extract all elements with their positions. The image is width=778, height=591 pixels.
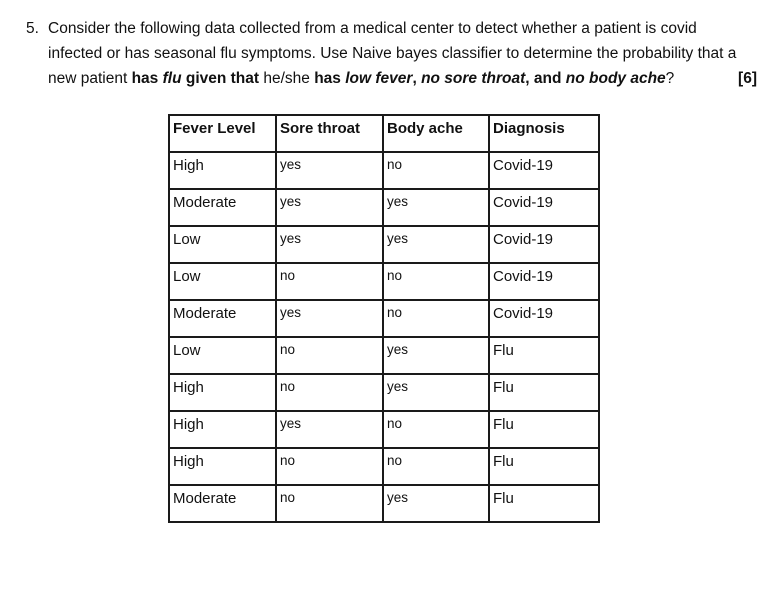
table-row xyxy=(169,226,599,263)
question-line-2: infected or has seasonal flu symptoms. Use Naive bayes classifier to determine the probability that a xyxy=(48,45,737,62)
table-cell: no xyxy=(276,485,383,522)
question-line-3 xyxy=(48,66,761,91)
table-row xyxy=(169,152,599,189)
table-cell: no xyxy=(383,152,489,189)
table-cell: Covid-19 xyxy=(489,226,599,263)
line3-prefix: new patient xyxy=(48,70,132,87)
table-row xyxy=(169,485,599,522)
header-sore-throat: Sore throat xyxy=(276,115,383,152)
table-row xyxy=(169,263,599,300)
table-cell: Flu xyxy=(489,337,599,374)
table-cell: High xyxy=(169,411,276,448)
table-cell: Covid-19 xyxy=(489,263,599,300)
header-diagnosis: Diagnosis xyxy=(489,115,599,152)
table-cell: Low xyxy=(169,226,276,263)
table-cell: yes xyxy=(276,411,383,448)
no-body-ache-text: no body ache xyxy=(565,70,666,87)
table-cell: Low xyxy=(169,263,276,300)
comma-1: , xyxy=(412,70,422,87)
no-sore-throat-text: no sore throat xyxy=(421,70,526,87)
question-block xyxy=(26,16,761,91)
table-row xyxy=(169,411,599,448)
header-fever-level: Fever Level xyxy=(169,115,276,152)
table-cell: Covid-19 xyxy=(489,152,599,189)
table-cell: no xyxy=(383,411,489,448)
table-row xyxy=(169,448,599,485)
table-cell: yes xyxy=(383,337,489,374)
table-cell: Flu xyxy=(489,448,599,485)
table-cell: yes xyxy=(383,374,489,411)
table-cell: yes xyxy=(276,300,383,337)
low-fever-text: low fever xyxy=(345,70,413,87)
table-cell: no xyxy=(383,263,489,300)
table-cell: Flu xyxy=(489,485,599,522)
table-body xyxy=(169,152,599,522)
marks-label: [6] xyxy=(738,70,757,87)
and-text: and xyxy=(533,70,566,87)
comma-2: , xyxy=(525,70,534,87)
table-cell: Moderate xyxy=(169,485,276,522)
table-cell: Moderate xyxy=(169,189,276,226)
table-cell: Covid-19 xyxy=(489,300,599,337)
table-cell: no xyxy=(383,448,489,485)
flu-text: flu xyxy=(162,70,182,87)
table-cell: Flu xyxy=(489,411,599,448)
has-text-2: has xyxy=(314,70,346,87)
table-cell: no xyxy=(276,448,383,485)
question-line-1: Consider the following data collected from a medical center to detect whether a patient is covid xyxy=(48,20,697,37)
question-mark: ? xyxy=(665,70,675,87)
table-cell: no xyxy=(276,263,383,300)
table-row xyxy=(169,189,599,226)
table-row xyxy=(169,337,599,374)
table-cell: no xyxy=(383,300,489,337)
table-cell: yes xyxy=(276,189,383,226)
header-body-ache: Body ache xyxy=(383,115,489,152)
question-text xyxy=(48,16,761,91)
table-cell: yes xyxy=(276,152,383,189)
table-cell: High xyxy=(169,448,276,485)
table-cell: yes xyxy=(383,485,489,522)
he-she-text: he/she xyxy=(259,70,315,87)
table-cell: no xyxy=(276,374,383,411)
table-cell: High xyxy=(169,152,276,189)
has-text: has xyxy=(131,70,163,87)
data-table xyxy=(168,114,600,523)
table-cell: no xyxy=(276,337,383,374)
table-cell: Flu xyxy=(489,374,599,411)
table-row xyxy=(169,300,599,337)
table-cell: yes xyxy=(383,226,489,263)
table-cell: yes xyxy=(383,189,489,226)
table-cell: Low xyxy=(169,337,276,374)
table-cell: yes xyxy=(276,226,383,263)
table-header-row xyxy=(169,115,599,152)
question-number: 5. xyxy=(26,20,39,37)
table-cell: Covid-19 xyxy=(489,189,599,226)
given-that-text: given that xyxy=(181,70,260,87)
table-cell: Moderate xyxy=(169,300,276,337)
table-row xyxy=(169,374,599,411)
table-cell: High xyxy=(169,374,276,411)
